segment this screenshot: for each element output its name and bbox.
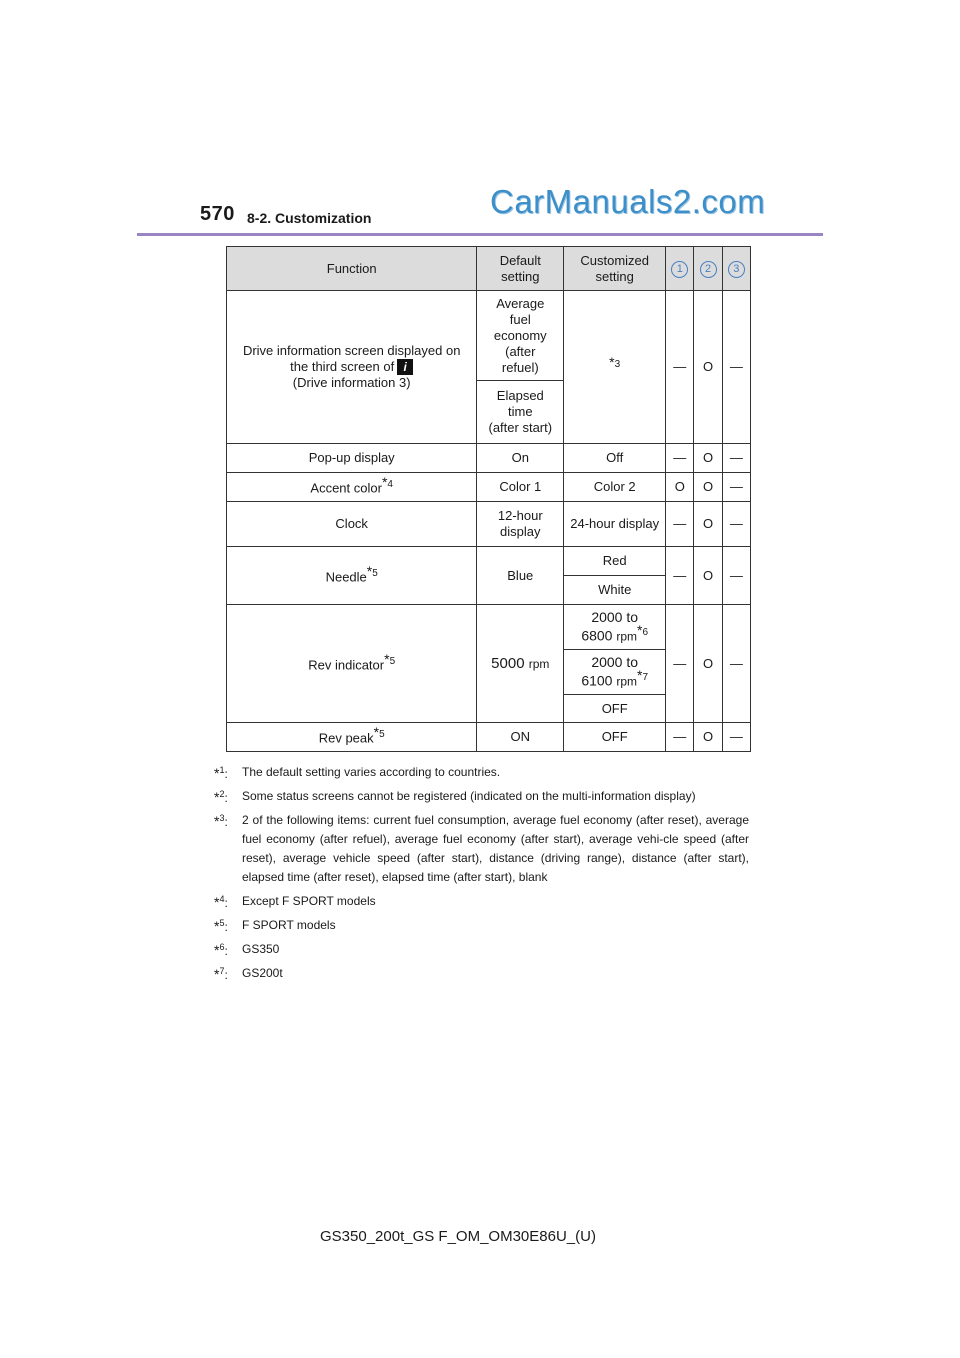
rev-indicator-option-2: 2000 to 6100 rpm*$^7$ xyxy=(564,650,666,695)
rev-indicator-option-3: OFF xyxy=(564,695,666,723)
table-row xyxy=(227,547,751,576)
rev-peak-c3: — xyxy=(722,723,750,752)
needle-c3: — xyxy=(722,547,750,605)
needle-customized-red: Red xyxy=(564,547,666,576)
header-col-2 xyxy=(694,247,722,291)
circled-3-icon: 3 xyxy=(728,261,745,278)
clock-c3: — xyxy=(722,502,750,547)
footnote xyxy=(214,763,749,782)
footnote-text: GS200t xyxy=(242,966,283,980)
drive-info-c1: — xyxy=(666,291,694,444)
drive-info-customized: *$^3$ xyxy=(564,291,666,444)
table-row xyxy=(227,444,751,473)
footnote-marker: *$^1$: xyxy=(214,765,228,781)
popup-customized: Off xyxy=(564,444,666,473)
clock-default: 12-hour display xyxy=(477,502,564,547)
document-footer: GS350_200t_GS F_OM_OM30E86U_(U) xyxy=(320,1228,596,1245)
accent-c1: O xyxy=(666,473,694,502)
info-icon: i xyxy=(397,359,413,375)
clock-function: Clock xyxy=(227,502,477,547)
table-row xyxy=(227,723,751,752)
needle-c2: O xyxy=(694,547,722,605)
rev-indicator-c2: O xyxy=(694,605,722,723)
header-rule xyxy=(137,233,823,236)
rev-indicator-c3: — xyxy=(722,605,750,723)
footnote-text: 2 of the following items: current fuel consumption, average fuel economy (after reset), average fuel economy (after refuel), average fuel economy (after start), average vehi-cle speed (after reset), average vehicle speed (after start), distance (driving range), distance (after start), elapsed time (after reset), elapsed time (after start), blank xyxy=(242,813,749,884)
footnote xyxy=(214,964,749,983)
footnote-marker: *$^4$: xyxy=(214,894,228,910)
table-row xyxy=(227,502,751,547)
drive-info-default-a: Average fuel economy (after refuel) xyxy=(477,291,564,381)
watermark[interactable]: CarManuals2.com xyxy=(490,183,766,220)
footnote-marker: *$^5$: xyxy=(214,918,228,934)
table-header-row xyxy=(227,247,751,291)
popup-c2: O xyxy=(694,444,722,473)
drive-info-function: Drive information screen displayed on the third screen of i (Drive information 3) xyxy=(227,291,477,444)
footnote-text: Except F SPORT models xyxy=(242,894,376,908)
footnote xyxy=(214,811,749,887)
rev-peak-c1: — xyxy=(666,723,694,752)
accent-customized: Color 2 xyxy=(564,473,666,502)
footnote xyxy=(214,916,749,935)
footnote-text: The default setting varies according to countries. xyxy=(242,765,501,779)
rev-peak-default: ON xyxy=(477,723,564,752)
footnote-text: Some status screens cannot be registered (indicated on the multi-information display) xyxy=(242,789,696,803)
header-function: Function xyxy=(227,247,477,291)
footnote-marker: *$^3$: xyxy=(214,813,228,829)
rev-indicator-function: Rev indicator*$^5$ xyxy=(227,605,477,723)
popup-function: Pop-up display xyxy=(227,444,477,473)
rev-indicator-option-1: 2000 to 6800 rpm*$^6$ xyxy=(564,605,666,650)
footnote xyxy=(214,892,749,911)
header-customized: Customized setting xyxy=(564,247,666,291)
table-row xyxy=(227,473,751,502)
footnote-text: F SPORT models xyxy=(242,918,336,932)
table-row xyxy=(227,291,751,381)
footnote xyxy=(214,787,749,806)
accent-c2: O xyxy=(694,473,722,502)
header-col-1 xyxy=(666,247,694,291)
header-col-3 xyxy=(722,247,750,291)
drive-info-c2: O xyxy=(694,291,722,444)
customization-table xyxy=(226,246,751,752)
header-default: Default setting xyxy=(477,247,564,291)
rev-peak-function: Rev peak*$^5$ xyxy=(227,723,477,752)
drive-info-c3: — xyxy=(722,291,750,444)
footnote-marker: *$^2$: xyxy=(214,789,228,805)
page-number: 570 xyxy=(200,203,235,225)
footnote-marker: *$^6$: xyxy=(214,942,228,958)
accent-default: Color 1 xyxy=(477,473,564,502)
circled-1-icon: 1 xyxy=(671,261,688,278)
footnotes xyxy=(214,763,749,988)
table-row xyxy=(227,605,751,650)
clock-c2: O xyxy=(694,502,722,547)
needle-c1: — xyxy=(666,547,694,605)
section-title: 8-2. Customization xyxy=(247,210,372,226)
popup-c3: — xyxy=(722,444,750,473)
footnote-text: GS350 xyxy=(242,942,280,956)
footnote xyxy=(214,940,749,959)
needle-default: Blue xyxy=(477,547,564,605)
footnote-marker: *$^7$: xyxy=(214,966,228,982)
clock-c1: — xyxy=(666,502,694,547)
rev-indicator-default: 5000 rpm xyxy=(477,605,564,723)
accent-c3: — xyxy=(722,473,750,502)
clock-customized: 24-hour display xyxy=(564,502,666,547)
needle-customized-white: White xyxy=(564,576,666,605)
popup-default: On xyxy=(477,444,564,473)
popup-c1: — xyxy=(666,444,694,473)
drive-info-default-b: Elapsed time (after start) xyxy=(477,381,564,444)
accent-function: Accent color*$^4$ xyxy=(227,473,477,502)
rev-peak-customized: OFF xyxy=(564,723,666,752)
circled-2-icon: 2 xyxy=(700,261,717,278)
needle-function: Needle*$^5$ xyxy=(227,547,477,605)
rev-peak-c2: O xyxy=(694,723,722,752)
rev-indicator-c1: — xyxy=(666,605,694,723)
